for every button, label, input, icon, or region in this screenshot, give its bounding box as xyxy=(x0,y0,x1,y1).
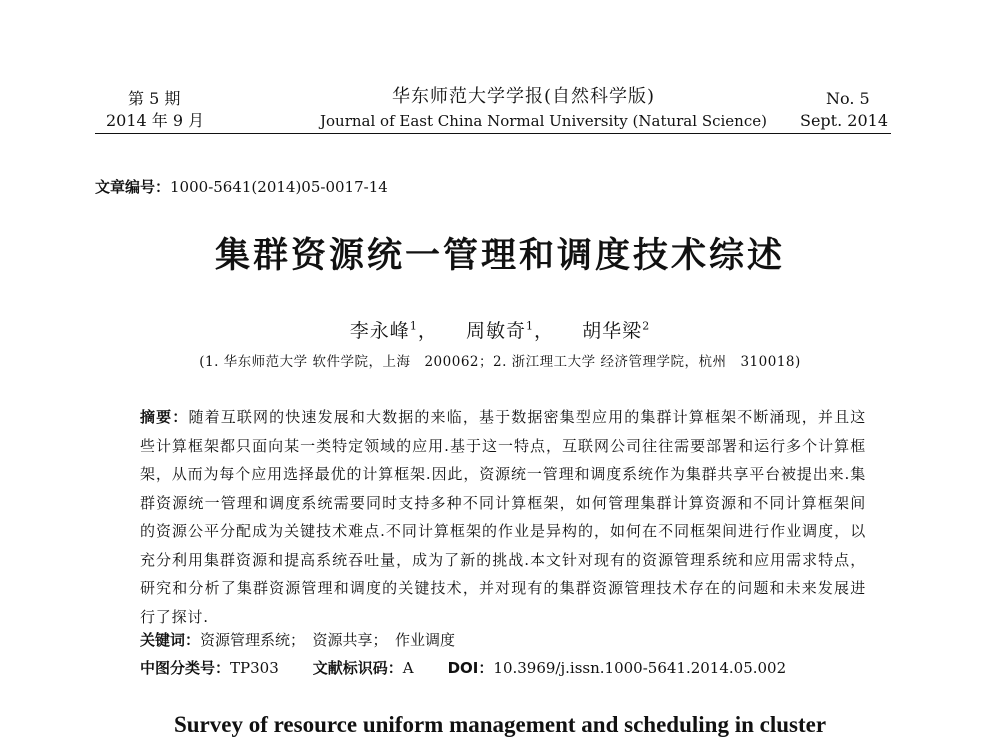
author-name: 李永峰 xyxy=(349,320,410,342)
affiliations: (1. 华东师范大学 软件学院，上海 200062；2. 浙江理工大学 经济管理学院，杭州 310018) xyxy=(199,354,801,370)
doi-value: 10.3969/j.issn.1000-5641.2014.05.002 xyxy=(493,659,787,677)
author-affiliation-mark: 1 xyxy=(409,319,418,333)
author-list: 李永峰$^1$， 周敏奇$^1$， 胡华梁$^2$ xyxy=(349,319,651,342)
classification-line xyxy=(140,657,786,678)
issue-number-cn: 第 5 期 xyxy=(128,89,181,108)
doc-code-label: 文献标识码： xyxy=(312,659,403,677)
abstract xyxy=(140,403,866,631)
article-number xyxy=(95,176,388,197)
author-affiliation-mark: 2 xyxy=(642,319,651,333)
journal-name-cn: 华东师范大学学报(自然科学版) xyxy=(392,86,656,107)
author-name: 胡华梁 xyxy=(582,320,643,342)
author-affiliation-mark: 1 xyxy=(526,319,534,333)
article-number-label: 文章编号： xyxy=(95,178,171,196)
doi-label: DOI： xyxy=(447,659,494,677)
keywords xyxy=(140,629,455,650)
clc-label: 中图分类号： xyxy=(140,659,231,677)
journal-name-en: Journal of East China Normal University (Natural Science) xyxy=(320,112,767,130)
paper-title: 集群资源统一管理和调度技术综述 xyxy=(214,236,785,276)
keywords-label: 关键词： xyxy=(140,631,201,649)
issue-date-cn: 2014 年 9 月 xyxy=(106,111,205,130)
english-title: Survey of resource uniform management and scheduling in cluster xyxy=(173,712,827,737)
abstract-text: 随着互联网的快速发展和大数据的来临，基于数据密集型应用的集群计算框架不断涌现，并且这些计算框架都只面向某一类特定领域的应用.基于这一特点，互联网公司往往需要部署和运行多个计算框架，从而为每个应用选择最优的计算框架.因此，资源统一管理和调度系统作为集群共享平台被提出来.集群资源统一管理和调度系统需要同时支持多种不同计算框架，如何管理集群计算资源和不同计算框架间的资源公平分配成为关键技术难点.不同计算框架的作业是异构的，如何在不同框架间进行作业调度，以充分利用集群资源和提高系统吞吐量，成为了新的挑战.本文针对现有的资源管理系统和应用需求特点，研究和分析了集群资源管理和调度的关键技术，并对现有的集群资源管理技术存在的问题和未来发展进行了探讨. xyxy=(140,408,867,626)
header-rule xyxy=(95,133,891,134)
abstract-label: 摘要： xyxy=(140,408,189,426)
issue-date-en: Sept. 2014 xyxy=(800,111,888,130)
keywords-items: 资源管理系统； 资源共享； 作业调度 xyxy=(200,631,456,649)
article-number-value: 1000-5641(2014)05-0017-14 xyxy=(170,178,388,196)
doc-code-value: A xyxy=(402,659,414,677)
clc-value: TP303 xyxy=(230,659,279,677)
author-name: 周敏奇 xyxy=(465,320,526,342)
issue-number-en: No. 5 xyxy=(826,89,870,108)
